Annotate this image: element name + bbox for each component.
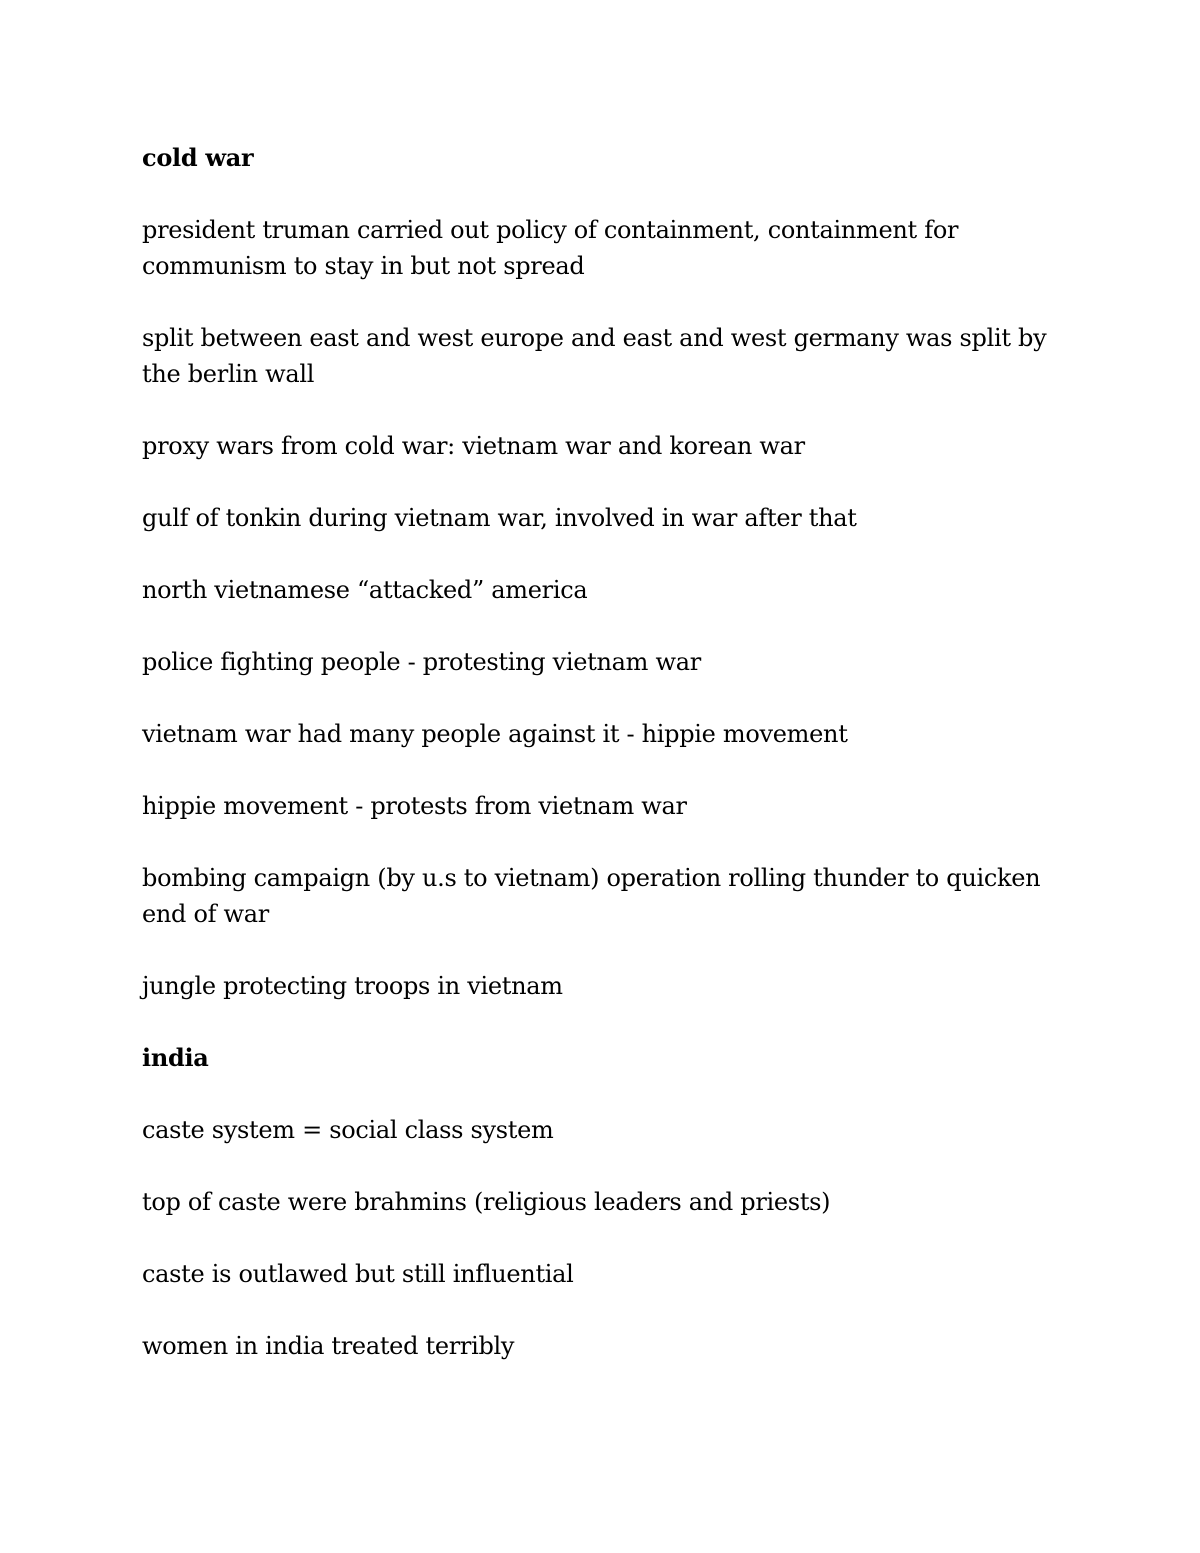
paragraph: caste is outlawed but still influential [142,1260,574,1288]
section-heading: india [142,1043,209,1072]
paragraph: vietnam war had many people against it - hippie movement [142,720,848,748]
document-page [142,140,1072,1400]
paragraph: hippie movement - protests from vietnam war [142,792,687,820]
section-india [142,1040,1072,1364]
paragraph: bombing campaign (by u.s to vietnam) operation rolling thunder to quicken end of war [142,864,1041,928]
paragraph: president truman carried out policy of containment, containment for communism to stay in but not spread [142,216,959,280]
section-cold-war [142,140,1072,1004]
paragraph: north vietnamese “attacked” america [142,576,588,604]
paragraph: top of caste were brahmins (religious leaders and priests) [142,1188,831,1216]
paragraph: police fighting people - protesting vietnam war [142,648,701,676]
paragraph: split between east and west europe and east and west germany was split by the berlin wall [142,324,1047,388]
paragraph: caste system = social class system [142,1116,554,1144]
section-heading: cold war [142,143,254,172]
paragraph: jungle protecting troops in vietnam [142,972,563,1000]
paragraph: gulf of tonkin during vietnam war, involved in war after that [142,504,857,532]
paragraph: proxy wars from cold war: vietnam war and korean war [142,432,805,460]
paragraph: women in india treated terribly [142,1332,515,1360]
